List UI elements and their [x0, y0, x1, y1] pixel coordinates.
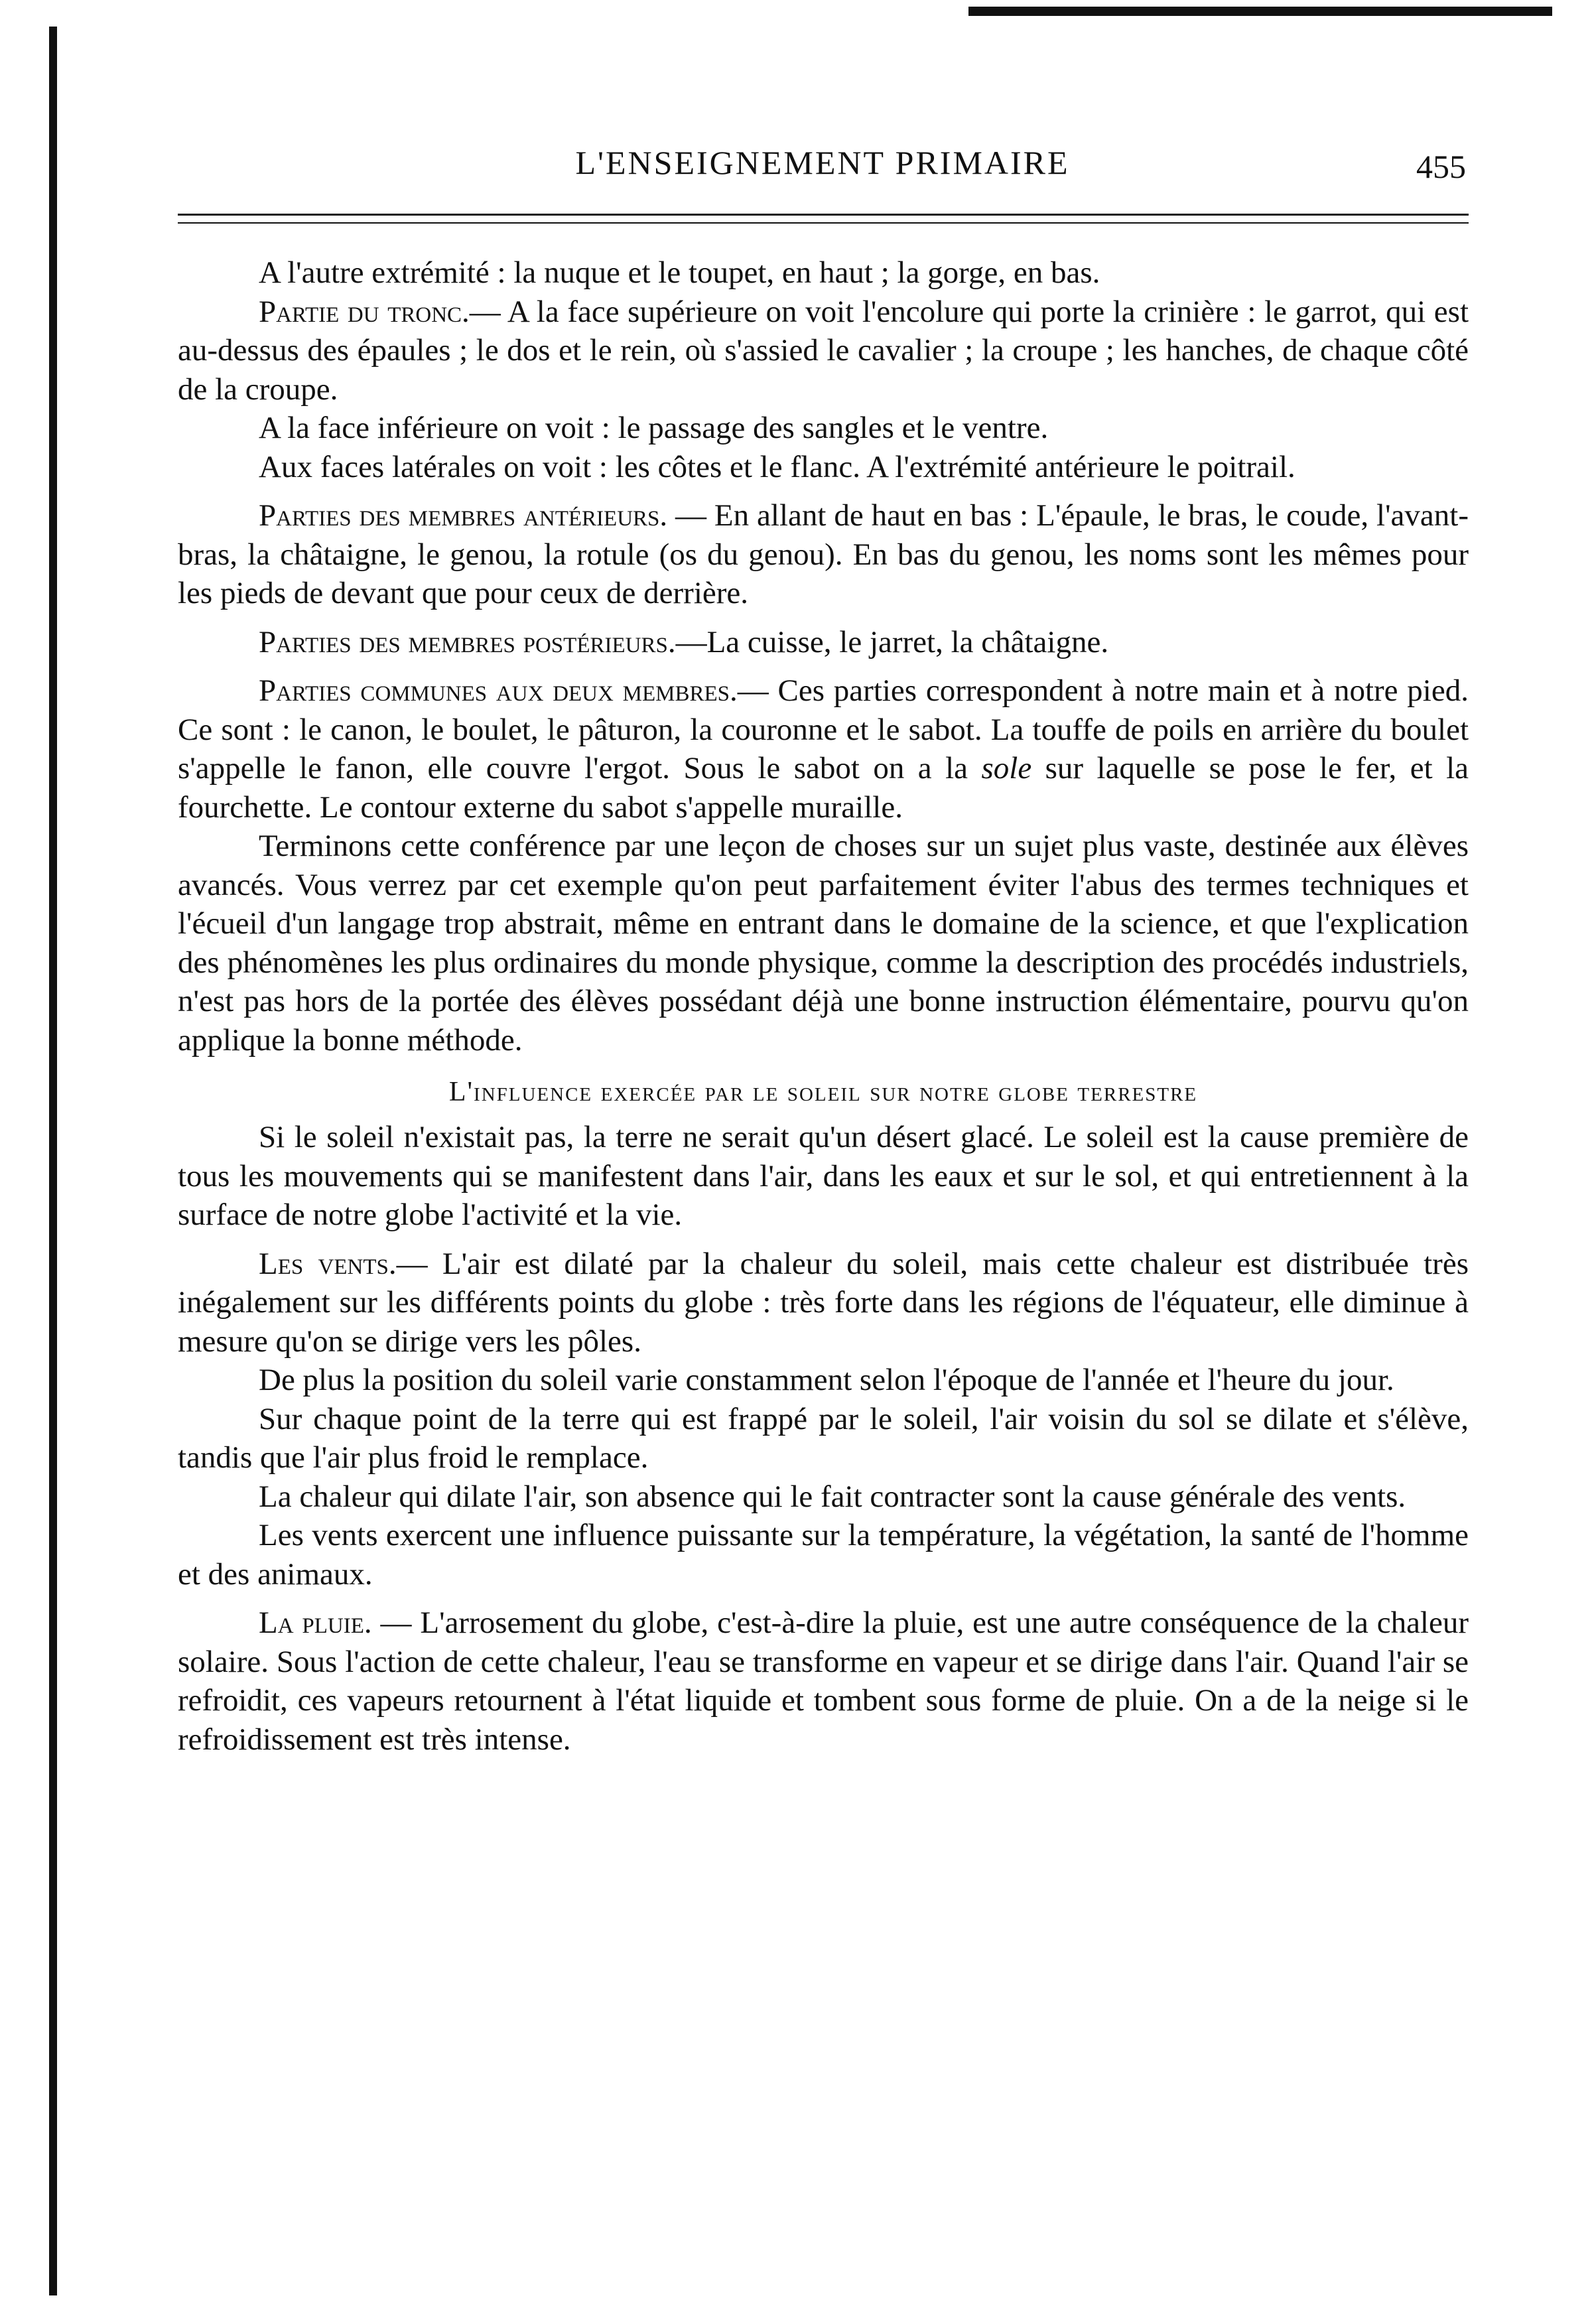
section-title: L'influence exercée par le soleil sur notre globe terrestre — [448, 1077, 1198, 1107]
run-in-heading: Parties des membres postérieurs. — [259, 624, 676, 659]
paragraph-text: — A la face supérieure on voit l'encolure qui porte la crinière : le garrot, qui est au-dessus des épaules ; le dos et le rein, où s'assied le cavalier ; la croupe ; les hanches, de chaque côté de la croupe. — [178, 294, 1469, 407]
page-number: 455 — [1416, 148, 1466, 185]
paragraph — [178, 1516, 1469, 1594]
paragraph-text: A la face inférieure on voit : le passage des sangles et le ventre. — [259, 411, 1049, 445]
page-header — [179, 143, 1466, 190]
paragraph — [178, 1118, 1469, 1235]
paragraph — [178, 409, 1469, 448]
paragraph — [178, 1604, 1469, 1759]
paragraph-text: —La cuisse, le jarret, la châtaigne. — [675, 624, 1109, 659]
paragraph — [178, 1245, 1469, 1361]
paragraph-text: Terminons cette conférence par une leçon de choses sur un sujet plus vaste, destinée aux élèves avancés. Vous verrez par cet exemple qu'on peut parfaitement éviter l'abus des termes techniques et l'écueil d'un langage trop abstrait, même en entrant dans le domaine de la science, et que l'explication des phénomènes les plus ordinaires du monde physique, comme la description des procédés industriels, n'est pas hors de la portée des élèves possédant déjà une bonne instruction élémentaire, pourvu qu'on applique la bonne méthode. — [178, 829, 1469, 1058]
paragraph-text: De plus la position du soleil varie constamment selon l'époque de l'année et l'heure du jour. — [259, 1363, 1394, 1397]
paragraph — [178, 496, 1469, 613]
paragraph — [178, 671, 1469, 827]
paragraph-text: Les vents exercent une influence puissante sur la température, la végétation, la santé de l'homme et des animaux. — [178, 1518, 1469, 1592]
paragraph-text: Sur chaque point de la terre qui est frappé par le soleil, l'air voisin du sol se dilate et s'élève, tandis que l'air plus froid le remplace. — [178, 1401, 1469, 1475]
running-head: L'ENSEIGNEMENT PRIMAIRE — [575, 144, 1070, 181]
run-in-heading: Partie du tronc. — [259, 294, 470, 329]
paragraph — [178, 827, 1469, 1059]
left-margin-rule — [49, 27, 57, 2295]
paragraph-text: Aux faces latérales on voit : les côtes et le flanc. A l'extrémité antérieure le poitrail. — [259, 449, 1295, 484]
page-body — [178, 253, 1469, 1759]
italic-term: sole — [981, 751, 1032, 786]
paragraph — [178, 1400, 1469, 1477]
paragraph — [178, 1477, 1469, 1517]
paragraph-text: — Ces parties correspondent à notre main et à notre pied. Ce sont : le canon, le boulet, le pâturon, la couronne et le sabot. La touffe de poils en arrière du boulet s'appelle le fanon, elle couvre l'ergot. Sous le sabot on a la — [178, 673, 1469, 786]
paragraph-text: — L'air est dilaté par la chaleur du soleil, mais cette chaleur est distribuée très inégalement sur les différents points du globe : très forte dans les régions de l'équateur, elle diminue à mesure qu'on se dirige vers les pôles. — [178, 1246, 1469, 1359]
header-rule — [178, 214, 1469, 224]
paragraph-text: Si le soleil n'existait pas, la terre ne serait qu'un désert glacé. Le soleil est la cause première de tous les mouvements qui se manifestent dans l'air, dans les eaux et sur le sol, et qui entretiennent à la surface de notre globe l'activité et la vie. — [178, 1120, 1469, 1232]
run-in-heading: Les vents. — [259, 1246, 397, 1281]
paragraph — [178, 293, 1469, 409]
paragraph — [178, 448, 1469, 487]
run-in-heading: La pluie. — [259, 1606, 372, 1640]
run-in-heading: Parties communes aux deux membres. — [259, 673, 738, 708]
paragraph-text: A l'autre extrémité : la nuque et le toupet, en haut ; la gorge, en bas. — [259, 255, 1100, 290]
paragraph — [178, 1361, 1469, 1400]
run-in-heading: Parties des membres antérieurs. — [259, 498, 668, 533]
paragraph — [178, 253, 1469, 293]
top-edge-rule — [968, 7, 1552, 16]
paragraph-text: sur laquelle se pose le fer, et la fourchette. Le contour externe du sabot s'appelle muraille. — [178, 751, 1469, 825]
paragraph-text: — En allant de haut en bas : L'épaule, le bras, le coude, l'avant-bras, la châtaigne, le genou, la rotule (os du genou). En bas du genou, les noms sont les mêmes pour les pieds de devant que pour ceux de derrière. — [178, 498, 1469, 610]
paragraph-text: — L'arrosement du globe, c'est-à-dire la pluie, est une autre conséquence de la chaleur solaire. Sous l'action de cette chaleur, l'eau se transforme en vapeur et se dirige dans l'air. Quand l'air se refroidit, ces vapeurs retournent à l'état liquide et tombent sous forme de pluie. On a de la neige si le refroidissement est très intense. — [178, 1606, 1469, 1757]
paragraph — [178, 623, 1469, 662]
paragraph-text: La chaleur qui dilate l'air, son absence qui le fait contracter sont la cause générale des vents. — [259, 1479, 1406, 1514]
